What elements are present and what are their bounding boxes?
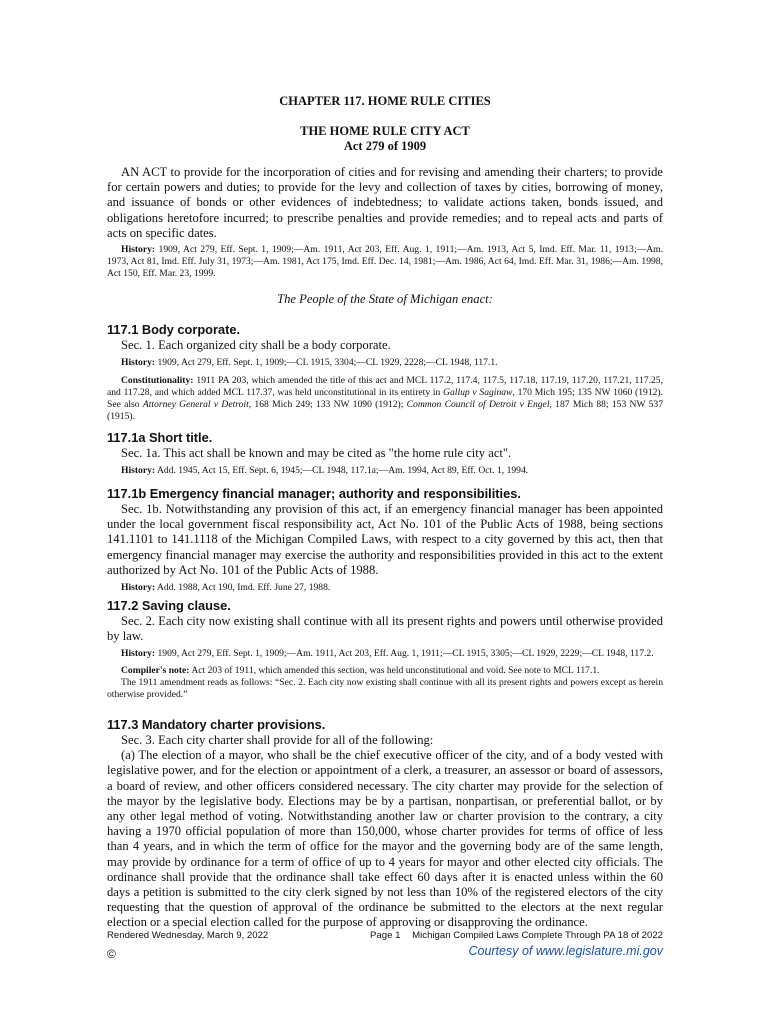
chapter-title: CHAPTER 117. HOME RULE CITIES: [279, 94, 491, 108]
section-text: Sec. 1. Each organized city shall be a body corporate.: [121, 338, 391, 352]
section-history: [107, 357, 663, 369]
note-text: Act 203 of 1911, which amended this section, was held unconstitutional and void. See note to MCL 117.1.: [189, 665, 600, 677]
preamble-text: AN ACT to provide for the incorporation of cities and for revising and amending their charters; to provide for certain powers and duties; to provide for the levy and collection of taxes by cities, borrowing of money, and issuance of bonds or other evidences of indebtedness; to validate actions taken, bonds issued, and obligations heretofore incurred; to prescribe penalties and provide remedies; and to repeal acts and parts of acts on specific dates.: [107, 165, 663, 240]
case-citation: Common Council of Detroit v Engel: [406, 399, 550, 411]
note-text: , 168 Mich 249; 133 NW 1090 (1912);: [248, 399, 407, 411]
history-label: History:: [121, 465, 156, 477]
rendered-date: Rendered Wednesday, March 9, 2022: [107, 930, 269, 941]
case-citation: Attorney General v Detroit: [142, 399, 249, 411]
history-label: History:: [121, 648, 156, 660]
courtesy-link[interactable]: Courtesy of www.legislature.mi.gov: [468, 944, 663, 958]
case-citation: Gallup v Saginaw: [443, 387, 513, 399]
section-history: [107, 582, 663, 594]
history-text: 1909, Act 279, Eff. Sept. 1, 1909;—Am. 1911, Act 203, Eff. Aug. 1, 1911;—Am. 1913, Act 5, Imd. Eff. Mar. 11, 1913;—Am. 1973, Act 81, Imd. Eff. July 31, 1973;—Am. 1981, Act 175, Imd. Eff. Dec. 14, 1981;—Am. 1986, Act 64, Imd. Eff. Mar. 31, 1986;—Am. 1998, Act 150, Eff. Mar. 23, 1999.: [107, 244, 663, 280]
subsection-a: (a) The election of a mayor, who shall be the chief executive officer of the city, and of a body vested with legislative power, and for the election or appointment of a clerk, a treasurer, an assessor or board of assessors, a board of review, and other officers considered necessary. The city charter may provide for the selection of the mayor by the legislative body. Elections may be by a partisan, nonpartisan, or preferential ballot, or by any other legal method of voting. Notwithstanding another law or charter provision to the contrary, a city having a 1970 official population of more than 150,000, whose charter provides for terms of office of less than 4 years, and in which the term of office for the mayor and the governing body are of the same length, may provide by ordinance for a term of office of up to 4 years for mayor and other elected city officials. The ordinance shall provide that the ordinance shall take effect 60 days after it is enacted unless within the 60 days a petition is submitted to the city clerk signed by not less than 10% of the registered electors of the city requesting that the question of approval of the ordinance be submitted to the electors at the next regular election or a special election called for the purpose of approving or disapproving the ordinance.: [107, 748, 663, 930]
section-117-3: [107, 717, 663, 931]
note-text: , 170 Mich 195; 135 NW 1060 (1912). See also: [107, 387, 664, 411]
act-name: THE HOME RULE CITY ACT: [300, 124, 470, 138]
section-117-2: [107, 598, 663, 701]
constitutionality-note: [107, 375, 663, 423]
section-intro: Sec. 3. Each city charter shall provide for all of the following:: [121, 733, 434, 747]
section-117-1a: [107, 430, 663, 477]
preamble: [107, 165, 663, 280]
section-heading: 117.3 Mandatory charter provisions.: [107, 717, 326, 732]
section-heading: 117.2 Saving clause.: [107, 598, 231, 613]
section-heading: 117.1 Body corporate.: [107, 322, 240, 337]
constitutionality-label: Constitutionality:: [121, 375, 194, 387]
note-text: 1911 PA 203, which amended the title of this act and MCL 117.2, 117.4, 117.5, 117.18, 117.19, 117.20, 117.21, 117.25, and 117.28, and which added MCL 117.37, was held unconstitutional in its entirety in: [107, 375, 663, 399]
section-117-1b: [107, 486, 663, 594]
act-title: [107, 124, 663, 154]
preamble-history: [107, 244, 663, 280]
history-text: 1909, Act 279, Eff. Sept. 1, 1909;—Am. 1911, Act 203, Eff. Aug. 1, 1911;—CL 1915, 3305;—CL 1929, 2229;—CL 1948, 117.2.: [155, 648, 654, 660]
history-label: History:: [121, 244, 156, 256]
note-text: , 187 Mich 88; 153 NW 537 (1915).: [107, 399, 663, 423]
section-text: Sec. 1b. Notwithstanding any provision of this act, if an emergency financial manager has been appointed under the local government fiscal responsibility act, Act No. 101 of the Public Acts of 1988, being sections 141.1101 to 141.1118 of the Michigan Compiled Laws, with respect to a city governed by this act, then that emergency financial manager may exercise the authority and responsibilities provided in this act to the extent authorized by Act No. 101 of the Public Acts of 1988.: [107, 502, 663, 577]
compiler-note: [107, 665, 663, 677]
history-label: History:: [121, 582, 156, 594]
history-text: Add. 1988, Act 190, Imd. Eff. June 27, 1988.: [155, 582, 331, 594]
act-number: Act 279 of 1909: [343, 139, 427, 153]
history-label: History:: [121, 357, 156, 369]
enacting-clause: The People of the State of Michigan enact:: [277, 292, 493, 306]
section-history: [107, 465, 663, 477]
compiled-through: Michigan Compiled Laws Complete Through PA 18 of 2022: [412, 930, 663, 941]
section-text: Sec. 2. Each city now existing shall continue with all its present rights and powers until otherwise provided by law.: [107, 614, 663, 644]
history-text: Add. 1945, Act 15, Eff. Sept. 6, 1945;—CL 1948, 117.1a;—Am. 1994, Act 89, Eff. Oct. 1, 1994.: [155, 465, 529, 477]
compiler-note-label: Compiler's note:: [121, 665, 190, 677]
copyright-symbol: ©: [107, 947, 116, 961]
section-text: Sec. 1a. This act shall be known and may be cited as "the home rule city act".: [121, 446, 512, 460]
page-number: Page 1: [370, 930, 401, 941]
section-history: [107, 648, 663, 660]
section-117-1: [107, 322, 663, 423]
section-heading: 117.1a Short title.: [107, 430, 213, 445]
compiler-note-continued: The 1911 amendment reads as follows: “Sec. 2. Each city now existing shall continue with all its present rights and powers except as herein otherwise provided.”: [107, 677, 663, 701]
history-text: 1909, Act 279, Eff. Sept. 1, 1909;—CL 1915, 3304;—CL 1929, 2228;—CL 1948, 117.1.: [155, 357, 498, 369]
section-heading: 117.1b Emergency financial manager; authority and responsibilities.: [107, 486, 521, 501]
